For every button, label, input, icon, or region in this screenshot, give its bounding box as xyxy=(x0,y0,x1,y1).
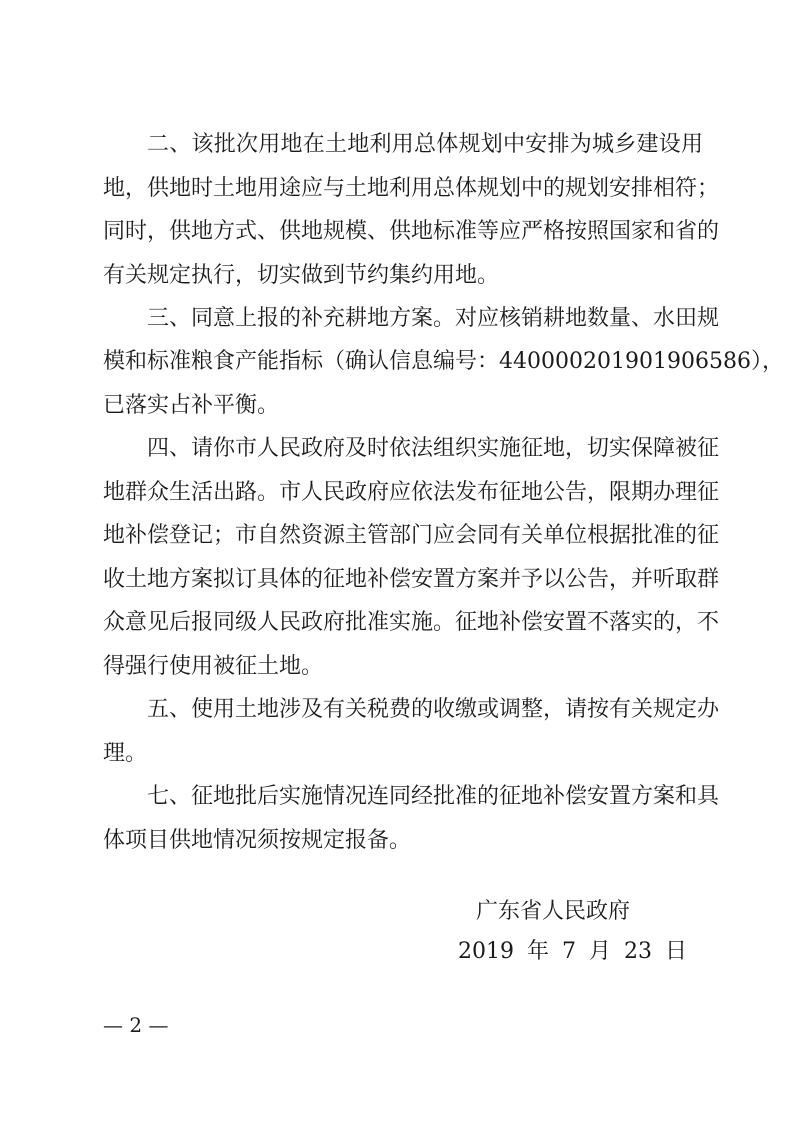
paragraph-4-line-4: 收土地方案拟订具体的征地补偿安置方案并予以公告，并听取群 xyxy=(103,567,720,592)
page-number: — 2 — xyxy=(103,1013,169,1037)
paragraph-4-line-2: 地群众生活出路。市人民政府应依法发布征地公告，限期办理征 xyxy=(103,480,720,505)
paragraph-2-line-2: 地，供地时土地用途应与土地利用总体规划中的规划安排相符； xyxy=(103,176,720,201)
paragraph-4-line-3: 地补偿登记；市自然资源主管部门应会同有关单位根据批准的征 xyxy=(103,523,720,548)
paragraph-3-line-1: 三、同意上报的补充耕地方案。对应核销耕地数量、水田规 xyxy=(147,306,720,331)
paragraph-5-line-1: 五、使用土地涉及有关税费的收缴或调整，请按有关规定办 xyxy=(147,697,720,722)
paragraph-3-line-3: 已落实占补平衡。 xyxy=(103,393,280,418)
paragraph-3-line-2: 模和标准粮食产能指标（确认信息编号：440000201901906586）， xyxy=(103,349,784,374)
paragraph-2-line-1: 二、该批次用地在土地利用总体规划中安排为城乡建设用 xyxy=(147,132,703,157)
paragraph-2-line-4: 有关规定执行，切实做到节约集约用地。 xyxy=(103,263,500,288)
paragraph-4-line-1: 四、请你市人民政府及时依法组织实施征地，切实保障被征 xyxy=(147,436,720,461)
signature-date: 2019 年 7 月 23 日 xyxy=(458,939,687,964)
paragraph-7-line-1: 七、征地批后实施情况连同经批准的征地补偿安置方案和具 xyxy=(147,784,720,809)
signature-organization: 广东省人民政府 xyxy=(476,899,631,924)
paragraph-7-line-2: 体项目供地情况须按规定报备。 xyxy=(103,828,412,853)
paragraph-2-line-3: 同时，供地方式、供地规模、供地标准等应严格按照国家和省的 xyxy=(103,219,720,244)
paragraph-4-line-6: 得强行使用被征土地。 xyxy=(103,654,324,679)
paragraph-4-line-5: 众意见后报同级人民政府批准实施。征地补偿安置不落实的，不 xyxy=(103,610,720,635)
paragraph-5-line-2: 理。 xyxy=(103,741,148,766)
